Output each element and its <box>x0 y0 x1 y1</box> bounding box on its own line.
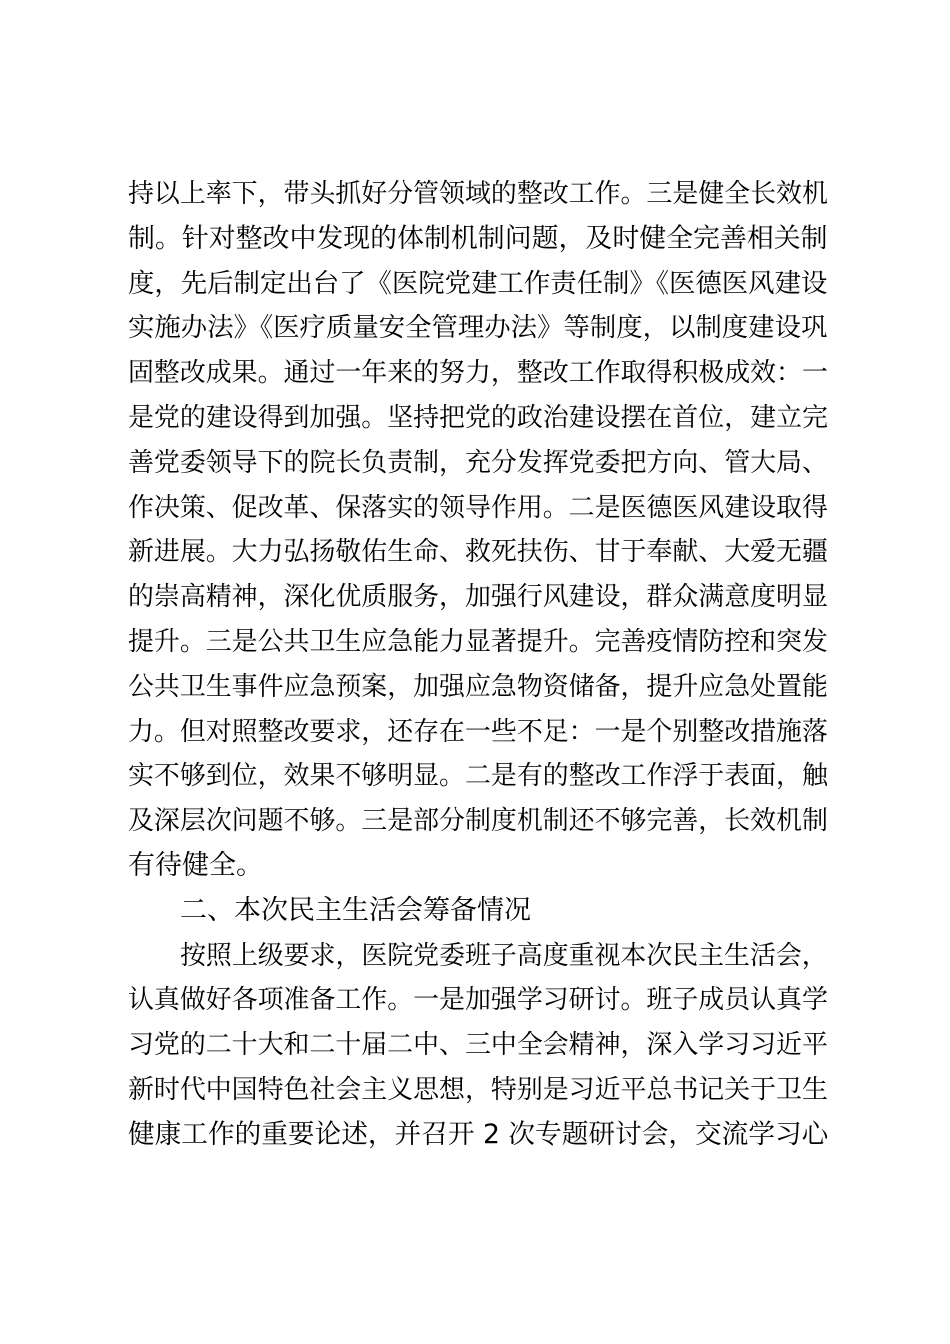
text-line: 持以上率下，带头抓好分管领域的整改工作。三是健全长效机 <box>128 179 828 209</box>
text-line: 认真做好各项准备工作。一是加强学习研讨。班子成员认真学 <box>128 985 828 1016</box>
text-line: 实不够到位，效果不够明显。二是有的整改工作浮于表面，触 <box>128 761 828 792</box>
text-line: 作决策、促改革、保落实的领导作用。二是医德医风建设取得 <box>128 492 828 523</box>
text-line: 度，先后制定出台了《医院党建工作责任制》《医德医风建设 <box>128 267 828 299</box>
text-line: 的崇高精神，深化优质服务，加强行风建设，群众满意度明显 <box>128 582 828 613</box>
text-line: 健康工作的重要论述，并召开 2 次专题研讨会，交流学习心 <box>128 1118 828 1150</box>
text-line: 公共卫生事件应急预案，加强应急物资储备，提升应急处置能 <box>128 671 828 702</box>
text-line: 提升。三是公共卫生应急能力显著提升。完善疫情防控和突发 <box>128 626 828 657</box>
text-line: 善党委领导下的院长负责制，充分发挥党委把方向、管大局、 <box>128 447 828 478</box>
text-line: 实施办法》《医疗质量安全管理办法》等制度，以制度建设巩 <box>128 312 828 344</box>
body-text <box>128 172 828 1158</box>
text-line: 有待健全。 <box>128 849 263 881</box>
text-line: 制。针对整改中发现的体制机制问题，及时健全完善相关制 <box>128 222 828 254</box>
text-line: 按照上级要求，医院党委班子高度重视本次民主生活会， <box>180 940 828 971</box>
text-line: 是党的建设得到加强。坚持把党的政治建设摆在首位，建立完 <box>128 402 828 433</box>
text-line: 新进展。大力弘扬敬佑生命、救死扶伤、甘于奉献、大爱无疆 <box>128 537 828 568</box>
text-line: 及深层次问题不够。三是部分制度机制还不够完善，长效机制 <box>128 806 828 837</box>
text-line: 力。但对照整改要求，还存在一些不足：一是个别整改措施落 <box>128 716 828 747</box>
section-heading: 二、本次民主生活会筹备情况 <box>180 894 531 926</box>
text-line: 固整改成果。通过一年来的努力，整改工作取得积极成效：一 <box>128 358 828 389</box>
text-line: 习党的二十大和二十届二中、三中全会精神，深入学习习近平 <box>128 1030 828 1061</box>
text-line: 新时代中国特色社会主义思想，特别是习近平总书记关于卫生 <box>128 1074 828 1105</box>
